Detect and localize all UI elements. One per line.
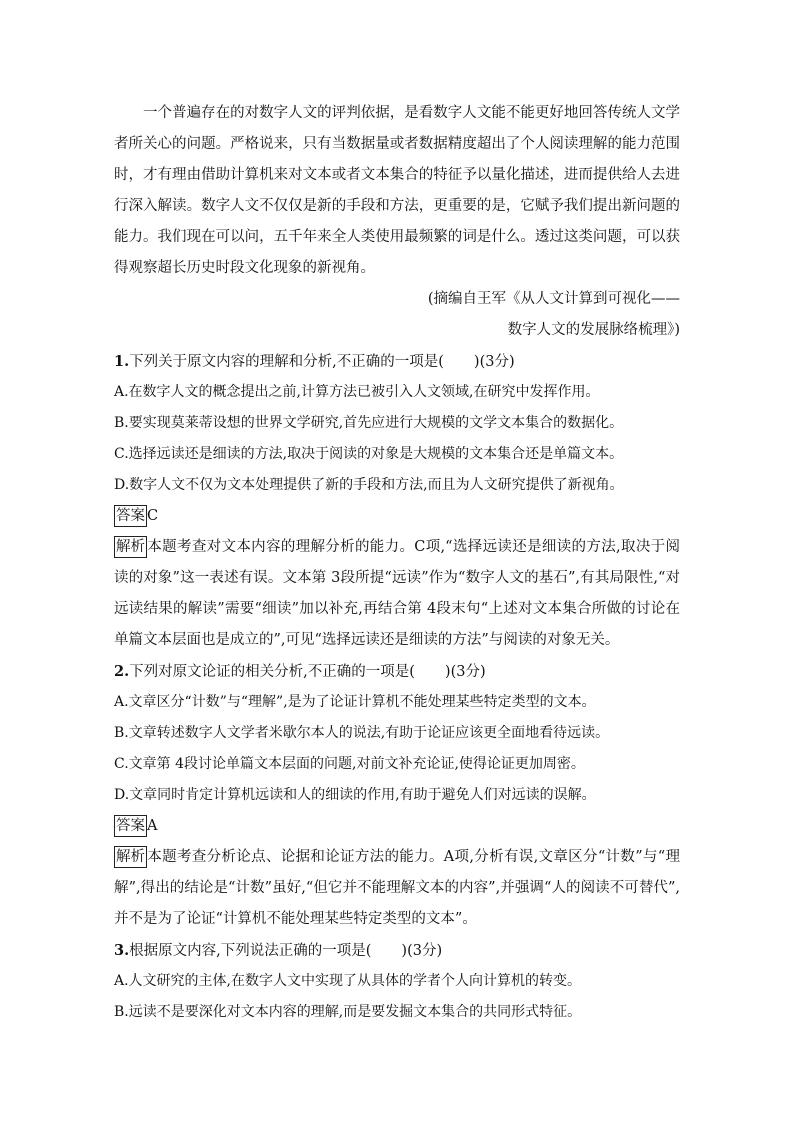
question-3-option-a: A.人文研究的主体,在数字人文中实现了从具体的学者个人向计算机的转变。 bbox=[114, 973, 582, 989]
question-1-analysis bbox=[114, 532, 680, 656]
question-2-answer bbox=[114, 811, 680, 842]
passage-source-line-2: 数字人文的发展脉络梳理》) bbox=[507, 322, 680, 338]
question-1-analysis-text: 本题考查对文本内容的理解分析的能力。C项,“选择远读还是细读的方法,取决于阅读的对象”这一表述有误。文本第 3段所提“远读”作为“数字人文的基石”,有其局限性,“对远读结果的解读”需要“细读”加以补充,再结合第 4段末句“上述对文本集合所做的讨论在单篇文本层面也是成立的”,可见“选择远读还是细读的方法”与阅读的对象无关。 bbox=[114, 539, 680, 648]
question-2-option-a: A.文章区分“计数”与“理解”,是为了论证计算机不能处理某些特定类型的文本。 bbox=[114, 694, 596, 710]
question-2-number: 2. bbox=[114, 663, 130, 680]
question-3-stem-text: 根据原文内容,下列说法正确的一项是( bbox=[129, 943, 372, 959]
question-1-answer bbox=[114, 501, 680, 532]
question-2-option-c: C.文章第 4段讨论单篇文本层面的问题,对前文补充论证,使得论证更加周密。 bbox=[114, 756, 585, 772]
question-1-number: 1. bbox=[114, 353, 130, 370]
question-1-option-a: A.在数字人文的概念提出之前,计算方法已被引入人文领域,在研究中发挥作用。 bbox=[114, 384, 600, 400]
question-1-option-b: B.要实现莫莱蒂设想的世界文学研究,首先应进行大规模的文学文本集合的数据化。 bbox=[114, 415, 624, 431]
question-2-analysis bbox=[114, 842, 680, 935]
question-2-stem-text: 下列对原文论证的相关分析,不正确的一项是( bbox=[129, 664, 415, 680]
question-3-option-b: B.远读不是要深化对文本内容的理解,而是要发掘文本集合的共同形式特征。 bbox=[114, 1004, 582, 1020]
question-1-points: )(3分) bbox=[473, 354, 515, 370]
question-1-answer-value: C bbox=[147, 508, 159, 524]
question-3-number: 3. bbox=[114, 942, 130, 959]
question-2-analysis-text: 本题考查分析论点、论据和论证方法的能力。A项,分析有误,文章区分“计数”与“理解”,得出的结论是“计数”虽好,“但它并不能理解文本的内容”,并强调“人的阅读不可替代”,并不是为了论证“计算机不能处理某些特定类型的文本”。 bbox=[114, 849, 680, 927]
answer-label: 答案 bbox=[114, 505, 147, 527]
document-page bbox=[114, 98, 680, 1028]
question-2-points: )(3分) bbox=[444, 664, 486, 680]
question-1-option-c: C.选择远读还是细读的方法,取决于阅读的对象是大规模的文本集合还是单篇文本。 bbox=[114, 446, 624, 462]
question-3-points: )(3分) bbox=[401, 943, 443, 959]
question-2-option-d: D.文章同时肯定计算机远读和人的细读的作用,有助于避免人们对远读的误解。 bbox=[114, 787, 596, 803]
question-3-stem bbox=[114, 935, 680, 966]
question-1-stem-text: 下列关于原文内容的理解和分析,不正确的一项是( bbox=[129, 354, 444, 370]
answer-label: 答案 bbox=[114, 815, 147, 837]
question-1-stem bbox=[114, 346, 680, 377]
analysis-label: 解析 bbox=[114, 846, 147, 868]
question-2-answer-value: A bbox=[147, 818, 158, 834]
analysis-label: 解析 bbox=[114, 536, 147, 558]
passage-source-line-1: (摘编自王军《从人文计算到可视化—— bbox=[427, 291, 680, 307]
question-2-option-b: B.文章转述数字人文学者米歇尔本人的说法,有助于论证应该更全面地看待远读。 bbox=[114, 725, 610, 741]
passage-paragraph: 一个普遍存在的对数字人文的评判依据，是看数字人文能不能更好地回答传统人文学者所关心的问题。严格说来，只有当数据量或者数据精度超出了个人阅读理解的能力范围时，才有理由借助计算机来对文本或者文本集合的特征予以量化描述，进而提供给人去进行深入解读。数字人文不仅仅是新的手段和方法，更重要的是，它赋予我们提出新问题的能力。我们现在可以问，五千年来全人类使用最频繁的词是什么。透过这类问题，可以获得观察超长历史时段文化现象的新视角。 bbox=[114, 105, 680, 276]
question-1-option-d: D.数字人文不仅为文本处理提供了新的手段和方法,而且为人文研究提供了新视角。 bbox=[114, 477, 624, 493]
question-2-stem bbox=[114, 656, 680, 687]
